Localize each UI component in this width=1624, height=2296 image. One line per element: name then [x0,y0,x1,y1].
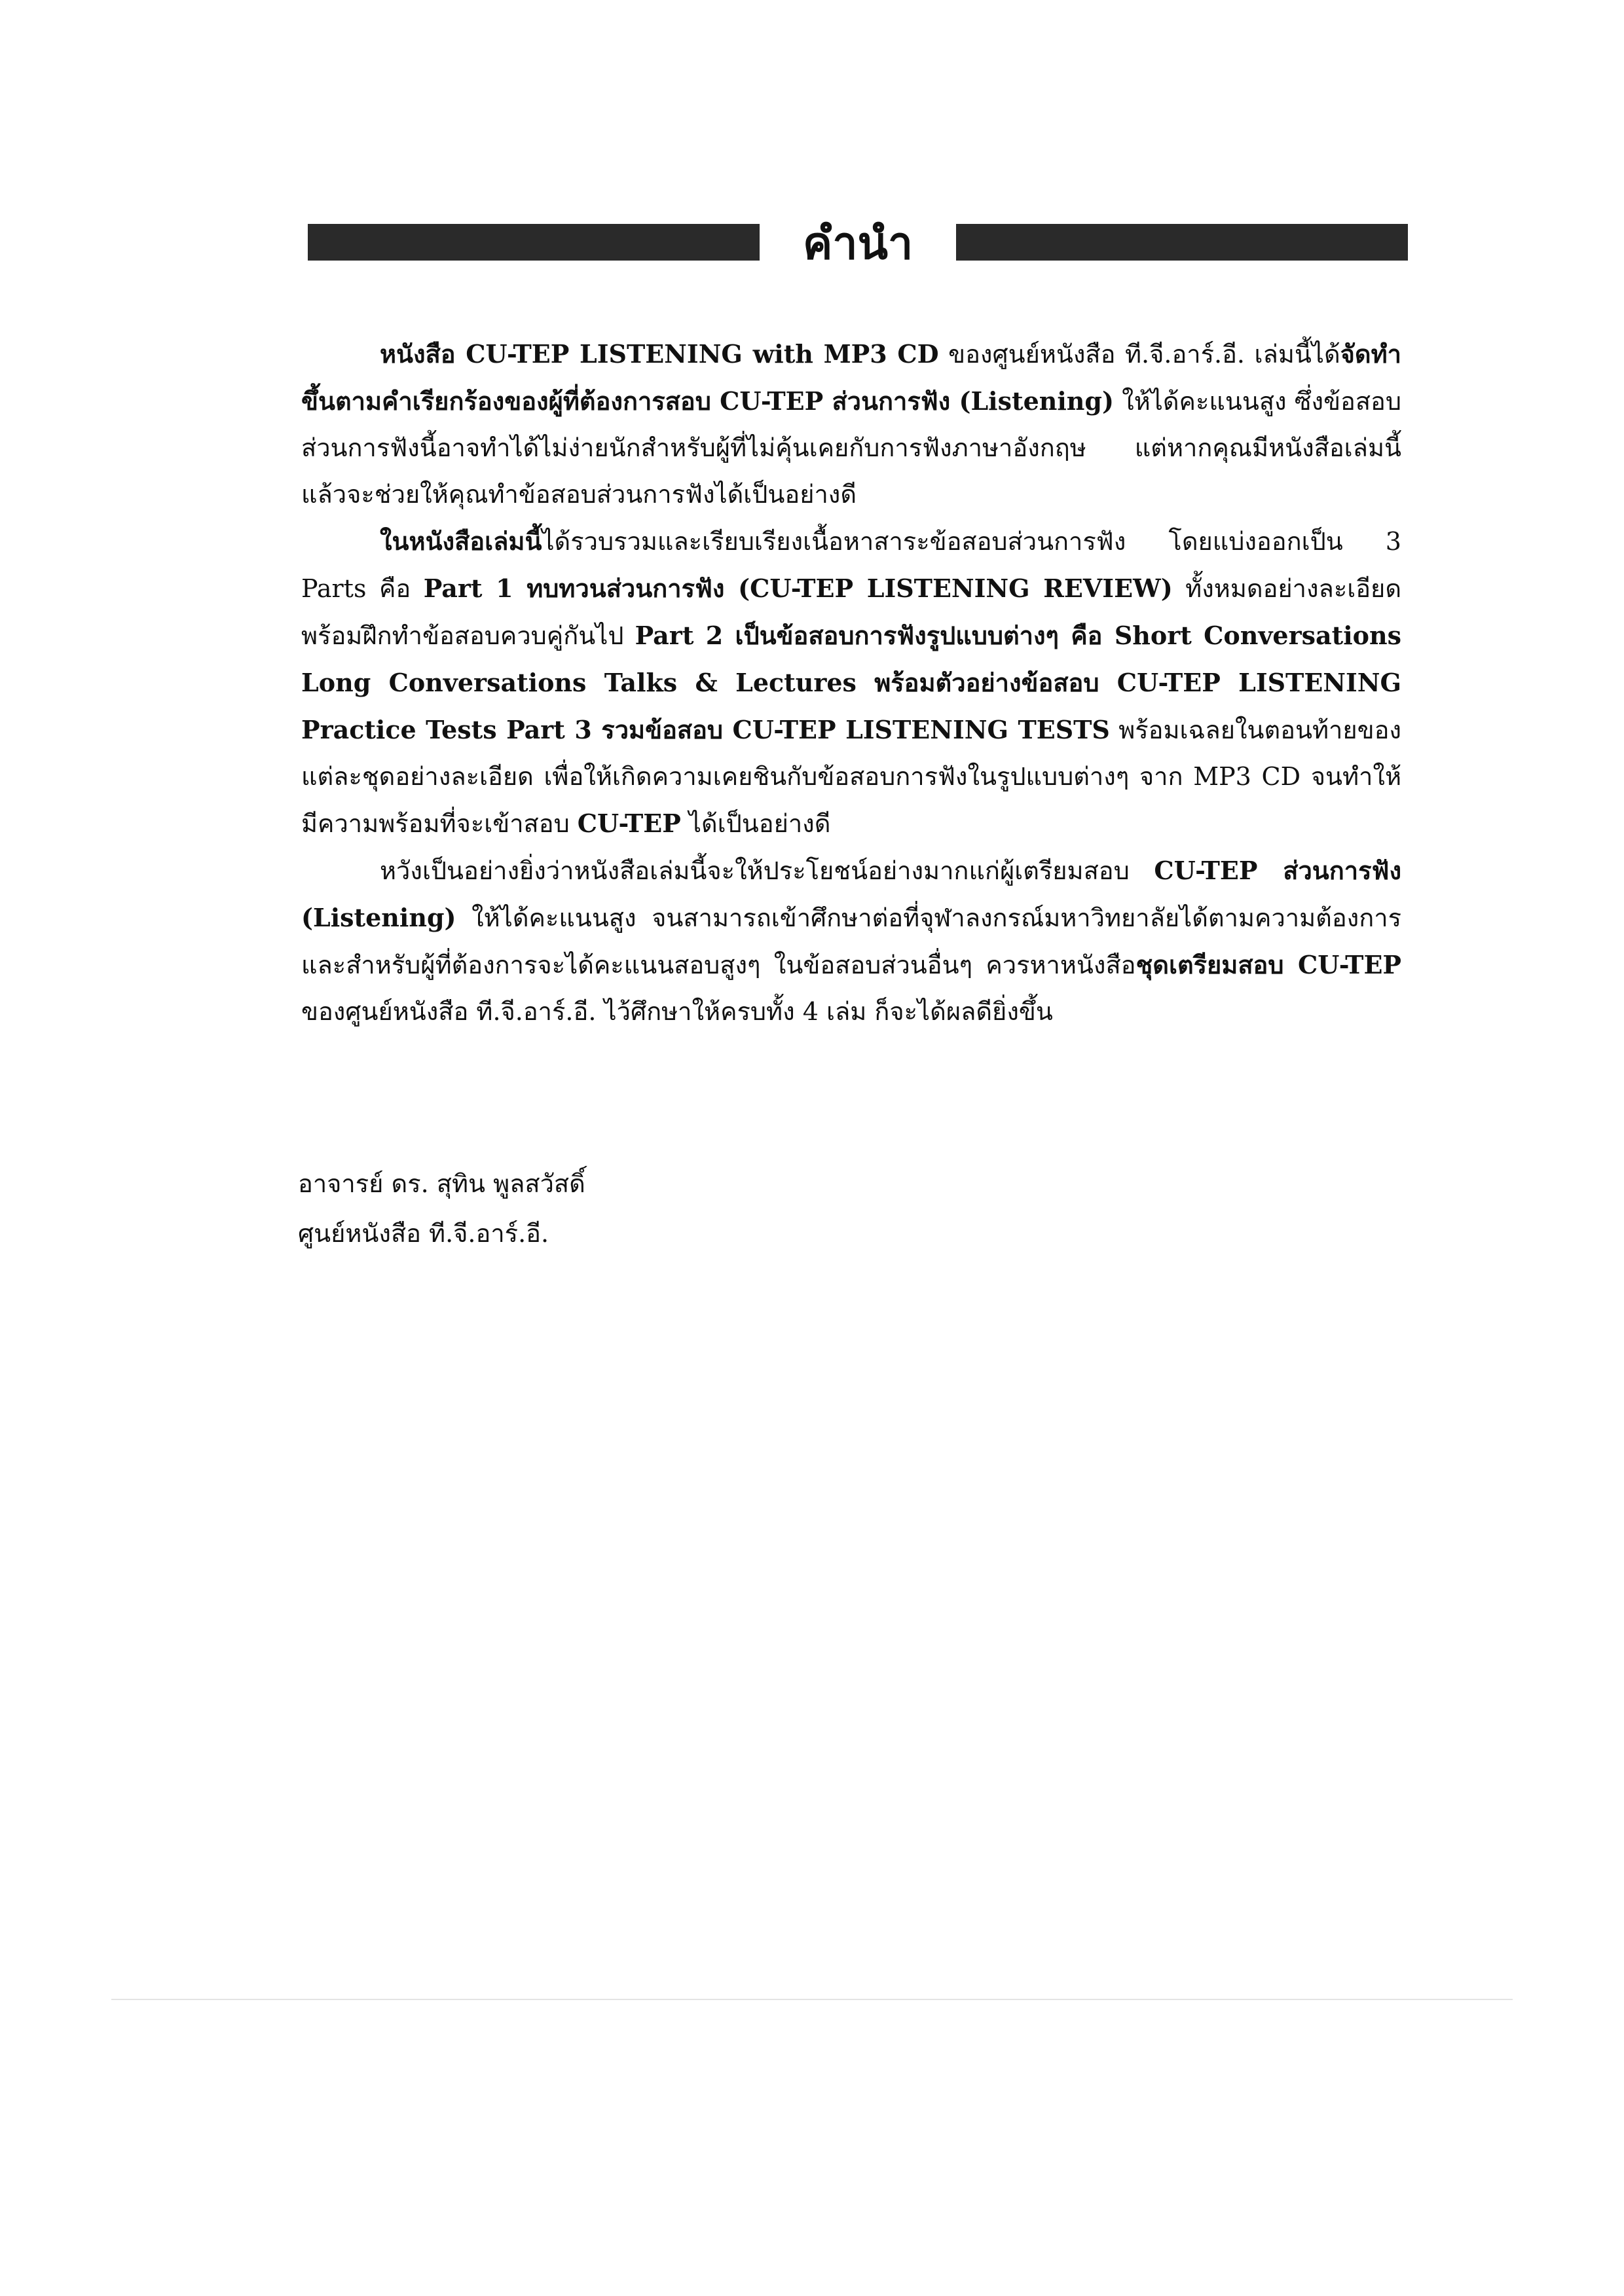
text-segment: CU-TEP ส่วนการฟัง (Listening) [301,856,1401,932]
text-segment: พร้อมเฉลยในตอนท้ายของแต่ละชุดอย่างละเอียด เพื่อให้เกิดความเคยชินกับข้อสอบการฟังในรูปแบบต่างๆ จาก MP3 CD จนทำให้มีความพร้อมที่จะเข้าสอบ [301,716,1401,838]
preface-body [301,331,1401,1035]
text-segment: Part 2 เป็นข้อสอบการฟังรูปแบบต่างๆ คือ Short Conversations Long Conversations Talks & Lectures พร้อมตัวอย่างข้อสอบ CU-TEP LISTENING Practice Tests Part 3 รวมข้อสอบ CU-TEP LISTENING TESTS [301,621,1401,744]
text-segment: ของศูนย์หนังสือ ที.จี.อาร์.อี. ไว้ศึกษาให้ครบทั้ง 4 เล่ม ก็จะได้ผลดียิ่งขึ้น [301,997,1053,1026]
text-segment: จัดทำขึ้นตามคำเรียกร้องของผู้ที่ต้องการสอบ CU-TEP ส่วนการฟัง (Listening) [301,339,1401,416]
text-segment: ชุดเตรียมสอบ CU-TEP [1135,950,1401,979]
title-bar-left [308,224,760,261]
title-bar-right [956,224,1408,261]
paragraph-3 [301,847,1401,1035]
text-segment: Part 1 ทบทวนส่วนการฟัง (CU-TEP LISTENING REVIEW) [423,574,1173,603]
author-name: อาจารย์ ดร. สุทิน พูลสวัสดิ์ [298,1169,585,1198]
page-title: คำนำ [802,217,913,270]
scan-edge-line [111,1999,1513,2000]
text-segment: หวังเป็นอย่างยิ่งว่าหนังสือเล่มนี้จะให้ประโยชน์อย่างมากแก่ผู้เตรียมสอบ [380,856,1154,885]
text-segment: ทั้งหมดอย่างละเอียดพร้อมฝึกทำข้อสอบควบคู่กันไป [301,574,1401,650]
paragraph-2 [301,518,1401,847]
signature-block [298,1159,585,1258]
text-segment: ของศูนย์หนังสือ ที.จี.อาร์.อี. เล่มนี้ได้ [938,340,1340,369]
text-segment: หนังสือ CU-TEP LISTENING with MP3 CD [380,339,939,369]
author-organization: ศูนย์หนังสือ ที.จี.อาร์.อี. [298,1219,549,1248]
paragraph-1 [301,331,1401,518]
title-row [308,216,1408,288]
text-segment: ให้ได้คะแนนสูง ซึ่งข้อสอบส่วนการฟังนี้อาจทำได้ไม่ง่ายนักสำหรับผู้ที่ไม่คุ้นเคยกับการฟังภาษาอังกฤษ แต่หากคุณมีหนังสือเล่มนี้แล้วจะช่วยให้คุณทำข้อสอบส่วนการฟังได้เป็นอย่างดี [301,387,1401,509]
text-segment: ให้ได้คะแนนสูง จนสามารถเข้าศึกษาต่อที่จุฬาลงกรณ์มหาวิทยาลัยได้ตามความต้องการ และสำหรับผู้ที่ต้องการจะได้คะแนนสอบสูงๆ ในข้อสอบส่วนอื่นๆ ควรหาหนังสือ [301,903,1401,979]
text-segment: ได้เป็นอย่างดี [680,809,831,838]
text-segment: ได้รวบรวมและเรียบเรียงเนื้อหาสาระข้อสอบส่วนการฟัง โดยแบ่งออกเป็น 3 Parts คือ [301,527,1401,603]
text-segment: ในหนังสือเล่มนี้ [380,526,542,556]
text-segment: CU-TEP [577,809,681,838]
